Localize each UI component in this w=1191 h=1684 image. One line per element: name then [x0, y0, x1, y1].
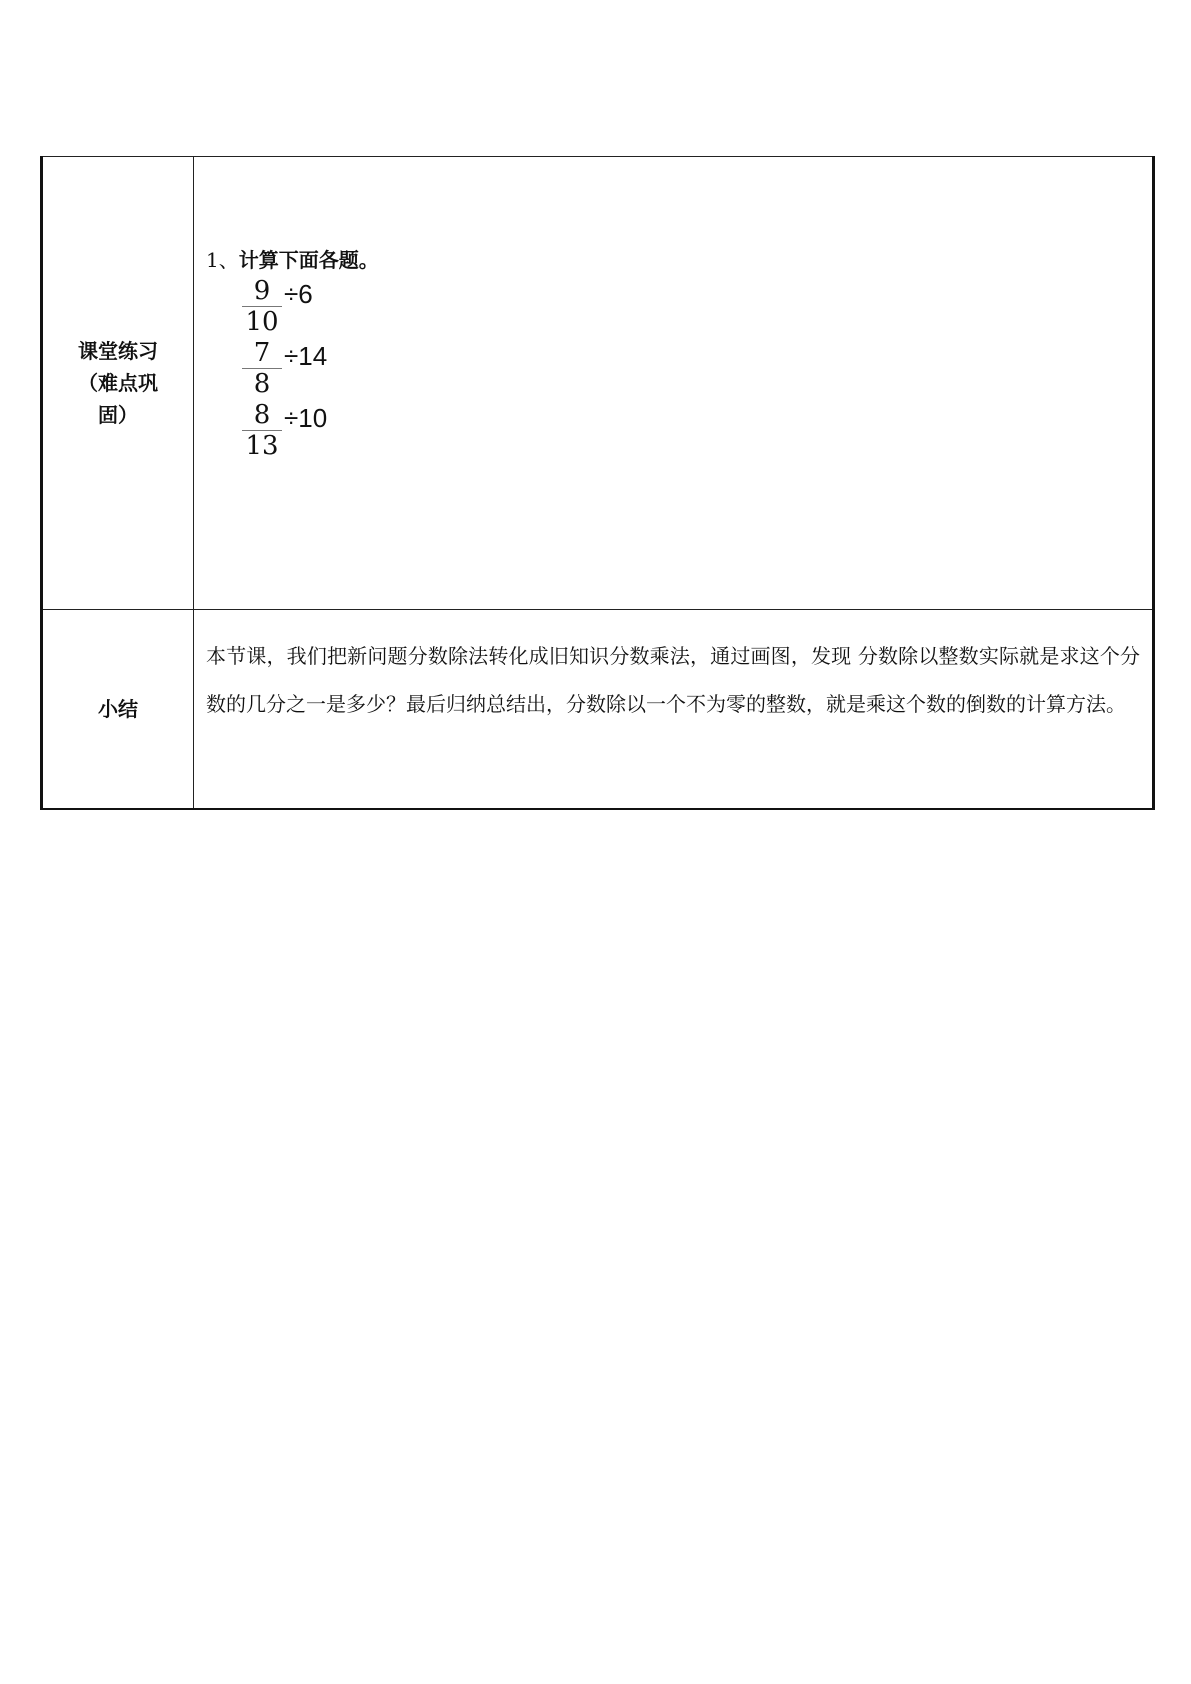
problem-item: [242, 399, 1152, 461]
practice-label-cell: [42, 157, 194, 610]
practice-content: [194, 157, 1152, 461]
summary-label: 小结: [98, 697, 138, 721]
division-operand: ÷10: [284, 402, 328, 433]
fraction: [242, 277, 282, 336]
summary-row: [42, 610, 1154, 810]
lesson-table: [40, 156, 1155, 810]
denominator: 13: [245, 430, 279, 461]
practice-row: [42, 157, 1154, 610]
numerator: 9: [253, 275, 271, 306]
practice-label: 课堂练习（难点巩固）: [78, 339, 158, 427]
problem-item: [242, 275, 1152, 337]
numerator: 7: [253, 337, 271, 368]
denominator: 8: [253, 368, 271, 399]
summary-content-cell: [194, 610, 1154, 810]
fraction: [242, 339, 282, 398]
question-number: 1、: [206, 248, 239, 272]
question-text: 计算下面各题。: [238, 248, 379, 272]
question-title: [206, 245, 1152, 275]
denominator: 10: [245, 306, 279, 337]
numerator: 8: [253, 399, 271, 430]
practice-content-cell: [194, 157, 1154, 610]
fraction: [242, 401, 282, 460]
problem-item: [242, 337, 1152, 399]
summary-text: 本节课，我们把新问题分数除法转化成旧知识分数乘法，通过画图，发现 分数除以整数实际就是求这个分数的几分之一是多少？最后归纳总结出，分数除以一个不为零的整数，就是乘这个数的倒数的计算方法。: [206, 644, 1140, 716]
summary-label-cell: [42, 610, 194, 810]
division-operand: ÷14: [284, 340, 328, 371]
division-operand: ÷6: [284, 278, 313, 309]
